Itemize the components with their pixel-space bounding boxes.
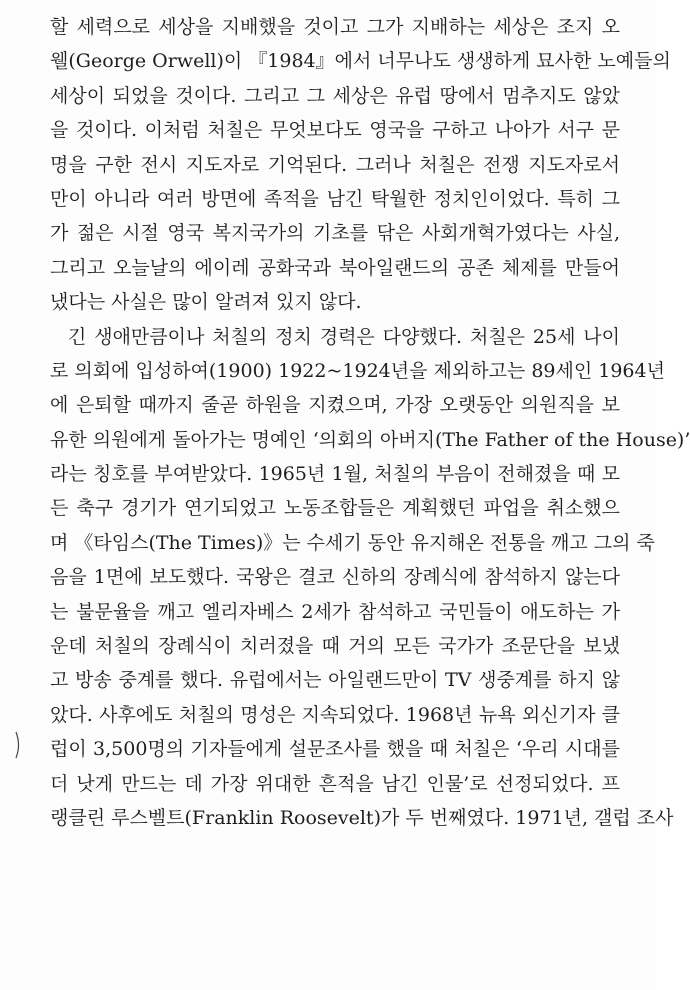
text-line: 만이 아니라 여러 방면에 족적을 남긴 탁월한 정치인이었다. 특히 그 (50, 187, 620, 210)
text-line: 세상이 되었을 것이다. 그리고 그 세상은 유럽 땅에서 멈추지도 않았 (50, 84, 620, 107)
text-line: 음을 1면에 보도했다. 국왕은 결코 신하의 장례식에 참석하지 않는다 (50, 566, 620, 589)
text-line: 명을 구한 전시 지도자로 기억된다. 그러나 처칠은 전쟁 지도자로서 (50, 153, 620, 176)
text-line: 았다. 사후에도 처칠의 명성은 지속되었다. 1968년 뉴욕 외신기자 클 (50, 703, 620, 726)
text-line: 긴 생애만큼이나 처칠의 정치 경력은 다양했다. 처칠은 25세 나이 (68, 325, 620, 348)
text-line: 을 것이다. 이처럼 처칠은 무엇보다도 영국을 구하고 나아가 서구 문 (50, 119, 620, 142)
text-line: 라는 칭호를 부여받았다. 1965년 1월, 처칠의 부음이 전해졌을 때 모 (50, 463, 620, 486)
margin-bracket-mark (14, 731, 22, 759)
text-line: 고 방송 중계를 했다. 유럽에서는 아일랜드만이 TV 생중계를 하지 않 (50, 669, 620, 692)
text-line: 로 의회에 입성하여(1900) 1922~1924년을 제외하고는 89세인 1964년 (50, 359, 665, 382)
text-line: 가 젊은 시절 영국 복지국가의 기초를 닦은 사회개혁가였다는 사실, (50, 222, 620, 245)
text-line: 유한 의원에게 돌아가는 명예인 ‘의회의 아버지(The Father of the House)’ (50, 428, 690, 451)
text-line: 며 《타임스(The Times)》는 수세기 동안 유지해온 전통을 깨고 그의 죽 (50, 531, 655, 554)
body-text (50, 10, 690, 835)
text-line: 더 낫게 만드는 데 가장 위대한 흔적을 남긴 인물’로 선정되었다. 프 (50, 772, 620, 795)
text-line: 냈다는 사실은 많이 알려져 있지 않다. (50, 291, 362, 314)
text-line: 그리고 오늘날의 에이레 공화국과 북아일랜드의 공존 체제를 만들어 (50, 256, 620, 279)
text-line: 든 축구 경기가 연기되었고 노동조합들은 계획했던 파업을 취소했으 (50, 497, 620, 520)
text-line: 랭클린 루스벨트(Franklin Roosevelt)가 두 번째였다. 1971년, 갤럽 조사 (50, 806, 674, 829)
paragraph (50, 320, 690, 836)
text-line: 웰(George Orwell)이 『1984』에서 너무나도 생생하게 묘사한 노예들의 (50, 50, 671, 73)
text-line: 는 불문율을 깨고 엘리자베스 2세가 참석하고 국민들이 애도하는 가 (50, 600, 620, 623)
paragraph (50, 10, 671, 320)
text-line: 럽이 3,500명의 기자들에게 설문조사를 했을 때 처칠은 ‘우리 시대를 (50, 738, 620, 761)
text-line: 운데 처칠의 장례식이 치러졌을 때 거의 모든 국가가 조문단을 보냈 (50, 635, 620, 658)
text-line: 에 은퇴할 때까지 줄곧 하원을 지켰으며, 가장 오랫동안 의원직을 보 (50, 394, 620, 417)
text-line: 할 세력으로 세상을 지배했을 것이고 그가 지배하는 세상은 조지 오 (50, 16, 620, 38)
